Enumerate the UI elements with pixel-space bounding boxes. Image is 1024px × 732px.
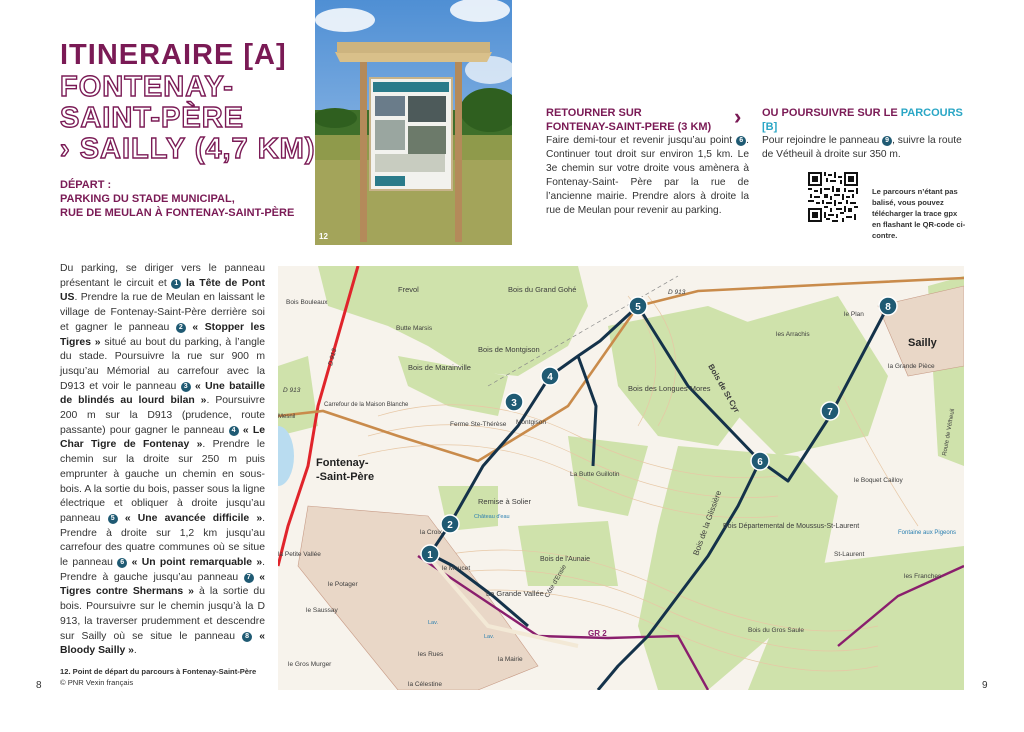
- departure-line-1: PARKING DU STADE MUNICIPAL,: [60, 193, 235, 205]
- body-text-5: . Prendre le chemin sur la droite sur 250 m puis emprunter à gauche un chemin en sous-bois. A la sortie du bois, passer sous la ligne électrique et obliquer à droite jusqu’au panneau: [60, 439, 265, 524]
- label-butte-marsis: Butte Marsis: [396, 325, 433, 332]
- label-carrefour: Carrefour de la Maison Blanche: [324, 402, 409, 408]
- label-d913-vertical: D 913: [327, 347, 339, 367]
- water-area: [278, 426, 294, 486]
- map-marker-7[interactable]: [821, 402, 839, 420]
- label-le-moucet: le Moucet: [442, 565, 471, 572]
- panel-name-7: « Tigres contre Shermans »: [60, 571, 265, 598]
- caption-line-2: © PNR Vexin français: [60, 678, 134, 687]
- label-les-rues: les Rues: [418, 651, 444, 658]
- map-marker-8[interactable]: [879, 297, 897, 315]
- point-marker-4: 4: [229, 426, 239, 436]
- body-text-8: à la sortie du bois. Poursuivre sur le chemin jusqu’à la D 913, la traverser prudemment et descendre sur Sailly où se situe le panneau: [60, 586, 265, 642]
- departure-label: DÉPART :: [60, 179, 112, 191]
- point-marker-9: 9: [882, 136, 892, 146]
- caption-line-1: 12. Point de départ du parcours à Fontenay-Saint-Père: [60, 667, 257, 676]
- label-la-croix: la Croix: [420, 529, 443, 536]
- continue-text-2: , suivre la route de Vétheuil à droite sur 350 m.: [762, 135, 962, 160]
- label-fontenay-1: Fontenay-: [316, 457, 369, 469]
- label-bois-st-cyr: Bois de St Cyr: [706, 362, 742, 415]
- label-petite-vallee: la Petite Vallée: [278, 551, 321, 558]
- body-text-9: .: [133, 645, 137, 657]
- page-number-left: 8: [36, 680, 42, 691]
- continue-text-1: Pour rejoindre le panneau: [762, 135, 880, 146]
- svg-text:4: 4: [547, 372, 553, 383]
- map-marker-4[interactable]: [541, 367, 559, 385]
- label-le-potager: le Potager: [328, 581, 358, 588]
- point-marker-8: 8: [242, 632, 252, 642]
- label-butte-guillotin: La Butte Guillotin: [570, 471, 620, 478]
- return-text-1: Faire demi-tour et revenir jusqu’au point: [546, 135, 733, 146]
- label-lavoir-1: Lav.: [428, 620, 438, 626]
- label-bois-marainville: Bois de Marainville: [408, 363, 471, 372]
- point-marker-6b: 6: [117, 558, 127, 568]
- svg-text:7: 7: [827, 407, 833, 418]
- label-gr2: GR 2: [588, 629, 607, 638]
- label-bouleaux: Bois Bouleaux: [286, 299, 328, 306]
- panel-name-1: la Tête de Pont US: [60, 277, 265, 304]
- label-remise: Remise à Solier: [478, 497, 531, 506]
- label-st-laurent: St-Laurent: [834, 551, 865, 558]
- label-bois-moussus: Bois Départemental de Moussus-St-Laurent: [723, 523, 860, 530]
- subtitle-line-2: SAINT-PÈRE: [60, 102, 245, 134]
- label-d913-top: D 913: [668, 289, 686, 296]
- label-bois-gros-saule: Bois du Gros Saule: [748, 627, 805, 634]
- label-cote-ensie: Côte d'Ensie: [543, 563, 569, 599]
- svg-text:3: 3: [511, 398, 517, 409]
- panel-photo-image: [315, 0, 512, 245]
- chevron-right-icon: ›: [734, 104, 742, 129]
- label-grande-piece: la Grande Pièce: [888, 363, 935, 370]
- panel-photo: [315, 0, 512, 245]
- label-fontenay-2: -Saint-Père: [316, 471, 375, 483]
- label-gros-murger: le Gros Murger: [288, 661, 332, 668]
- svg-text:1: 1: [427, 550, 433, 561]
- label-chateau: Château d'eau: [474, 514, 510, 520]
- svg-text:8: 8: [885, 302, 891, 313]
- route-map[interactable]: [278, 266, 964, 690]
- qr-code-icon[interactable]: [808, 172, 858, 222]
- photo-caption: [60, 666, 256, 688]
- point-marker-6: 6: [736, 136, 746, 146]
- label-route-vetheuil: Route de Vétheuil: [942, 408, 957, 457]
- panel-name-2: « Stopper les Tigres »: [60, 321, 266, 348]
- point-marker-3: 3: [181, 382, 191, 392]
- panel-name-4: « Le Char Tigre de Fontenay »: [60, 424, 265, 451]
- label-mesnil: Mesnil: [278, 414, 296, 420]
- subtitle-line-3: › SAILLY (4,7 KM): [60, 133, 316, 165]
- photo-number: 12: [319, 232, 328, 241]
- return-text-2: . Continuer tout droit sur environ 1,5 km. Le 3e chemin sur votre droite vous amènera à Fontenay-Saint- Père par la rue de l’ancienne mairie. Prendre alors à droite la rue de Meulan pour revenir au parking.: [546, 135, 749, 216]
- label-bois-aunaie: Bois de l'Aunaie: [540, 556, 590, 563]
- svg-text:6: 6: [757, 457, 763, 468]
- map-marker-2[interactable]: [441, 515, 459, 533]
- panel-name-6: « Un point remarquable »: [127, 557, 263, 569]
- svg-text:5: 5: [635, 302, 641, 313]
- label-ferme: Ferme Ste-Thérèse: [450, 421, 507, 428]
- body-text-1: Du parking, se diriger vers le panneau présentant le circuit et: [60, 263, 265, 289]
- point-marker-5: 5: [108, 514, 118, 524]
- label-fontaine: Fontaine aux Pigeons: [898, 530, 957, 536]
- panel-name-3: « Une bataille de blindés au lourd bilan »: [60, 380, 265, 407]
- return-section: [546, 106, 749, 218]
- label-boquet-cailloy: le Boquet Cailloy: [854, 477, 903, 484]
- label-les-franches: les Franches: [904, 573, 942, 580]
- return-heading-1: RETOURNER SUR: [546, 107, 642, 119]
- svg-text:2: 2: [447, 520, 453, 531]
- subtitle-line-1: FONTENAY-: [60, 71, 234, 103]
- label-grande-vallee: La Grande Vallée: [486, 589, 544, 598]
- body-text-3: situé au bout du parking, à l’angle du stade. Poursuivre la rue sur 900 m jusqu’au Mémorial au carrefour avec la D913 et voir le panneau: [60, 336, 265, 392]
- panel-name-5: « Une avancée difficile »: [117, 512, 263, 524]
- map-marker-5[interactable]: [629, 297, 647, 315]
- map-marker-1[interactable]: [421, 545, 439, 563]
- point-marker-2: 2: [176, 323, 186, 333]
- label-longues-mores: Bois des Longues Mores: [628, 384, 711, 393]
- page-number-right: 9: [982, 680, 988, 691]
- label-bois-montgison: Bois de Montgison: [478, 345, 540, 354]
- continue-text: [762, 134, 972, 162]
- map-marker-6[interactable]: [751, 452, 769, 470]
- label-bois-glissiere: Bois de la Glissière: [691, 489, 724, 557]
- body-text-7: . Prendre à gauche jusqu’au panneau: [60, 557, 266, 583]
- body-text-2: . Prendre la rue de Meulan en laissant le village de Fontenay-Saint-Père derrière soi et gagner le panneau: [60, 292, 265, 333]
- route-map-svg: [278, 266, 964, 690]
- label-lavoir-2: Lav.: [484, 634, 494, 640]
- map-marker-3[interactable]: [505, 393, 523, 411]
- continue-section: [762, 106, 972, 162]
- return-heading-2: FONTENAY-SAINT-PERE (3 KM): [546, 121, 712, 133]
- itinerary-title: ITINERAIRE [A]: [60, 39, 287, 71]
- body-text-6: . Prendre à droite sur 1,2 km jusqu’au carrefour des quatre communes où se situe le panneau: [60, 512, 266, 569]
- label-sailly: Sailly: [908, 337, 937, 349]
- departure-info: [60, 178, 294, 220]
- label-la-mairie: la Mairie: [498, 656, 523, 663]
- continue-heading-text: OU POURSUIVRE SUR LE: [762, 107, 898, 119]
- point-marker-7: 7: [244, 573, 254, 583]
- itinerary-subtitle: [60, 72, 316, 165]
- label-d913-left: D 913: [283, 387, 301, 394]
- parcours-b-link[interactable]: PARCOURS [B]: [762, 107, 963, 133]
- point-marker-1: 1: [171, 279, 181, 289]
- label-montgison: Montgison: [516, 419, 546, 426]
- label-les-arrachis: les Arrachis: [776, 331, 810, 338]
- panel-name-8: « Bloody Sailly »: [60, 630, 265, 657]
- departure-line-2: RUE DE MEULAN À FONTENAY-SAINT-PÈRE: [60, 207, 295, 219]
- body-text-4: . Poursuivre 200 m sur la D913 (prudence, route passante) pour gagner le panneau: [60, 395, 265, 436]
- qr-note: Le parcours n’étant pas balisé, vous pouvez télécharger la trace gpx en flashant le QR-code ci-contre.: [872, 187, 966, 240]
- label-le-plan: le Plan: [844, 311, 864, 318]
- label-le-saussay: le Saussay: [306, 607, 338, 614]
- route-description: [60, 262, 265, 659]
- return-text: [546, 134, 749, 218]
- continue-heading: [762, 106, 972, 134]
- label-frevol: Frevol: [398, 285, 419, 294]
- label-bois-grand-gohe: Bois du Grand Gohé: [508, 285, 577, 294]
- label-la-celestine: la Célestine: [408, 681, 442, 688]
